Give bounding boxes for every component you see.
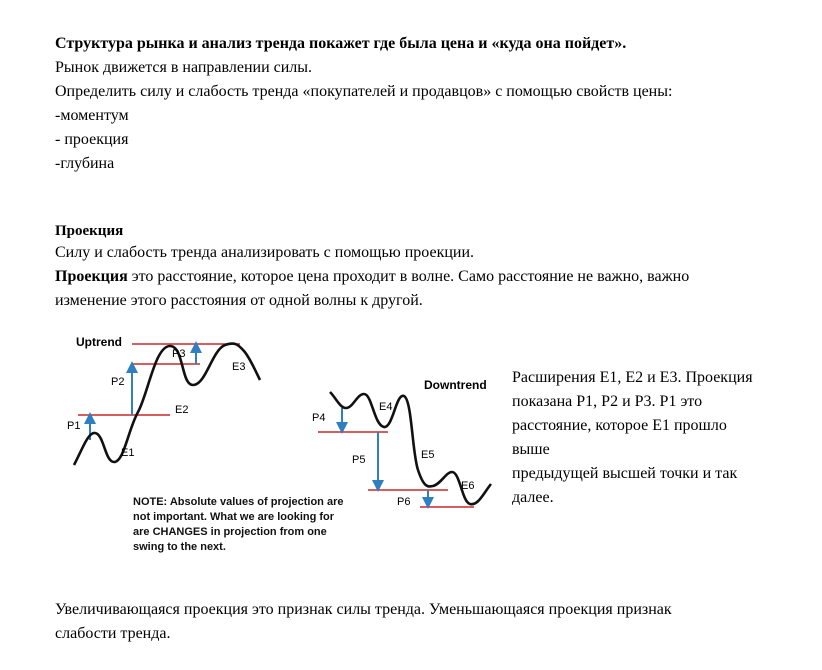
caption-line: выше [512, 441, 550, 458]
figure-note [133, 496, 347, 553]
term-bold: Проекция [55, 268, 128, 285]
caption-line: далее. [512, 489, 554, 506]
intro-line: Рынок движется в направлении силы. [55, 59, 313, 76]
intro-bullet-projection: - проекция [55, 131, 129, 148]
intro-bullet-depth: -глубина [55, 155, 115, 172]
note-line: swing to the next. [133, 541, 226, 553]
note-line: are CHANGES in projection from one [133, 526, 327, 538]
intro-bullet-momentum: -моментум [55, 107, 129, 124]
conclusion-line: Увеличивающаяся проекция это признак силы тренда. Уменьшающаяся проекция признак [55, 601, 672, 618]
label-p3: P3 [172, 348, 186, 360]
intro-line: Определить силу и слабость тренда «покупателей и продавцов» с помощью свойств цены: [55, 83, 673, 100]
label-e6: E6 [461, 480, 475, 492]
page-heading: Структура рынка и анализ тренда покажет где была цена и «куда она пойдет». [55, 35, 627, 52]
note-line: NOTE: Absolute values of projection are [133, 496, 344, 508]
figure-caption [512, 366, 792, 510]
label-e1: E1 [121, 447, 135, 459]
conclusion-line: слабости тренда. [55, 625, 171, 642]
definition-text: это расстояние, которое цена проходит в волне. Само расстояние не важно, важно [127, 268, 690, 285]
label-p2: P2 [111, 376, 125, 388]
uptrend-title: Uptrend [76, 335, 122, 349]
label-p5: P5 [352, 454, 366, 466]
label-p4: P4 [312, 412, 326, 424]
note-line: not important. What we are looking for [133, 511, 335, 523]
label-e4: E4 [379, 401, 393, 413]
label-p6: P6 [397, 496, 411, 508]
label-e3: E3 [232, 361, 246, 373]
caption-line: расстояние, которое E1 прошло [512, 417, 727, 434]
section-line: изменение этого расстояния от одной волны к другой. [55, 292, 423, 309]
downtrend-title: Downtrend [424, 378, 487, 392]
label-e5: E5 [421, 449, 435, 461]
caption-line: показана P1, P2 и P3. P1 это [512, 393, 703, 410]
section-line: Силу и слабость тренда анализировать с помощью проекции. [55, 244, 475, 261]
label-p1: P1 [67, 420, 81, 432]
label-e2: E2 [175, 404, 189, 416]
section-title: Проекция [55, 223, 124, 239]
caption-line: Расширения E1, E2 и E3. Проекция [512, 369, 753, 386]
caption-line: предыдущей высшей точки и так [512, 465, 738, 482]
